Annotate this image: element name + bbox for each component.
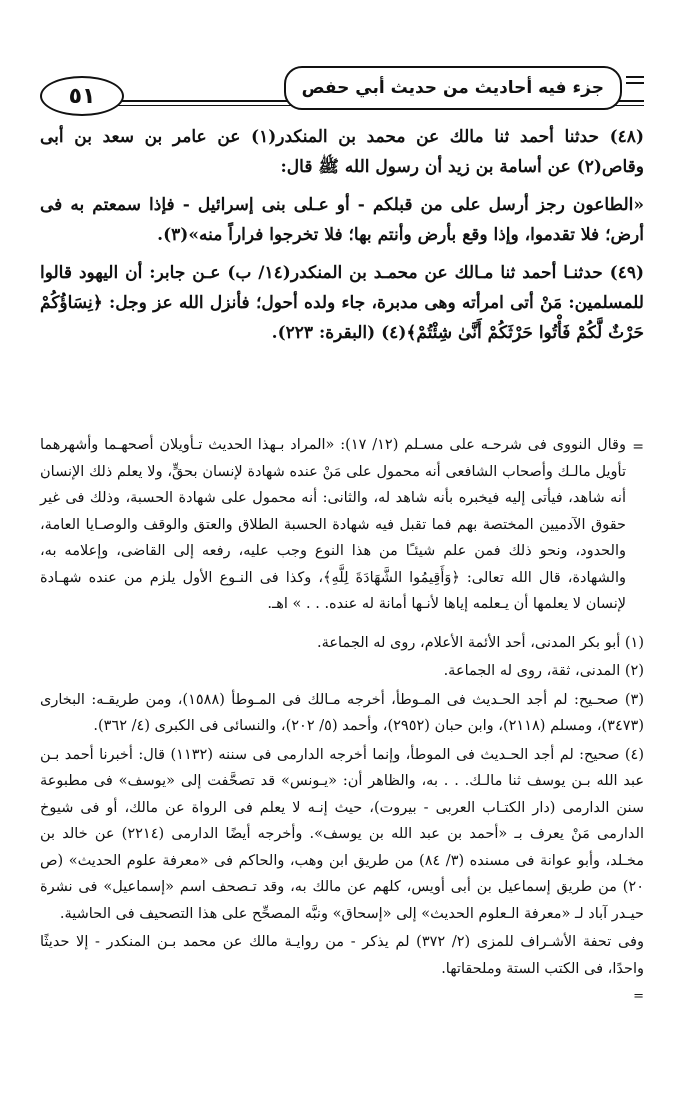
hadith-48-intro: (٤٨) حدثنا أحمد ثنا مالك عن محمد بن المنكدر(١) عن عامر بن سعد بن أبى وقاص(٢) عن أسامة بن زيد أن رسول الله ﷺ قال: [40,127,644,177]
main-text [40,122,644,356]
footnote-4: (٤) صحيح: لم أجد الحـديث فى الموطأ، وإنما أخرجه الدارمى فى سننه (١١٣٢) قال: أخبرنا أحمد بـن عبد الله بـن يوسف ثنا مالـك. . . به، والظاهر أن: «يـونس» قد تصحَّفت إلى «يوسف» فى مطبوعة سنن الدارمى (دار الكتـاب العربى - بيروت)، حيث إنـه لا يعلم فى الرواة عن مالك، أو فى شيوخ الدارمى مَنْ يعرف بـ «أحمد بن عبد الله بن يوسف». وأخرجه أيضًا الدارمى (٢٢١٤) عن خالد بن مخـلد، وأبو عوانة فى مسنده (٣/ ٨٤) من طريق ابن وهب، والحاكم فى «معرفة علوم الحديث» (ص ٢٠) من طريق إسماعيل بن أبى أويس، كلهم عن مالك به، وقد تـصحف اسم «إسماعيل» فى نشرة حيـدر آباد لـ «معرفة الـعلوم الحديث» إلى «إسحاق» ونبَّه المصحِّح على هذا التصحيف فى الحاشية. [40,746,644,922]
hadith-48-text: «الطاعون رجز أرسل على من قبلكم - أو عـلى بنى إسرائيل - فإذا سمعتم به فى أرض؛ فلا تقدموا، وإذا وقع بأرض وأنتم بها؛ فلا تخرجوا فراراً منه»(٣). [40,195,644,245]
header-title: جزء فيه أحاديث من حديث أبي حفص [284,66,622,110]
running-header [40,62,644,122]
hadith-49: (٤٩) حدثنـا أحمد ثنا مـالك عن محمـد بن المنكدر(١٤/ ب) عـن جابر: أن اليهود قالوا للمسلمين: مَنْ أتى امرأته وهى مدبرة، جاء ولده أحول؛ فأنزل الله عز وجل: ﴿نِسَاؤُكُمْ حَرْثٌ لَّكُمْ فَأْتُوا حَرْثَكُمْ أَنَّىٰ شِئْتُمْ﴾(٤) (البقرة: ٢٢٣). [40,263,645,343]
footnote-2: (٢) المدنى، ثقة، روى له الجماعة. [443,663,644,679]
footnotes [40,432,644,1011]
footnote-continuation [40,432,644,618]
continuation-mark: = [632,439,644,455]
header-ornament [626,76,644,90]
footnote-3: (٣) صحـيح: لم أجد الحـديث فى المـوطأ، أخرجه مـالك فى المـوطأ (١٥٨٨)، ومن طريقـه: البخارى (٣٤٧٣)، ومسلم (٢١١٨)، وابن حبان (٢٩٥٢)، وأحمد (٥/ ٢٠٢)، والنسائى فى الكبرى (٤/ ٣٦٢). [40,691,644,734]
footnote-continuation-text: وقال النووى فى شرحـه على مسـلم (١٢/ ١٧): «المراد بـهذا الحديث تـأويلان أصحهـما وأشهرهما تأويل مالـك وأصحاب الشافعى أنه محمول على مَنْ عنده شهادة لإنسان بحقٍّ، ولا يعلم ذلك الإنسان أنه شاهد، فيأتى إليه فيخبره بأنه شاهد له، والثانى: أنه محمول على شهادة الحسبة، وذلك فى غير حقوق الآدميين المختصة بهم فما تقبل فيه شهادة الحسبة الطلاق والعتق والوقف والوصـايا العامة، والحدود، ونحو ذلك فمن علم شيئـًا من هذا النوع وجب عليه، رفعه إلى القاضى، وإعلامه به، والشهادة، قال الله تعالى: ﴿وَأَقِيمُوا الشَّهَادَةَ لِلَّهِ﴾، وكذا فى النـوع الأول يلزم من عنده شهـادة لإنسان لا يعلمها أن يـعلمه إياها لأنـها أمانة له عنده. . . » اهـ. [40,437,626,612]
page-number: ٥١ [40,76,124,116]
continuation-end-mark: = [633,989,644,1004]
footnote-4-continued: وفى تحفة الأشـراف للمزى (٢/ ٣٧٢) لم يذكر - من روايـة مالك عن محمد بـن المنكدر - إلا حديثًا واحدًا، فى الكتب الستة وملحقاتها. [40,934,644,977]
footnote-1: (١) أبو بكر المدنى، أحد الأئمة الأعلام، روى له الجماعة. [317,634,644,651]
